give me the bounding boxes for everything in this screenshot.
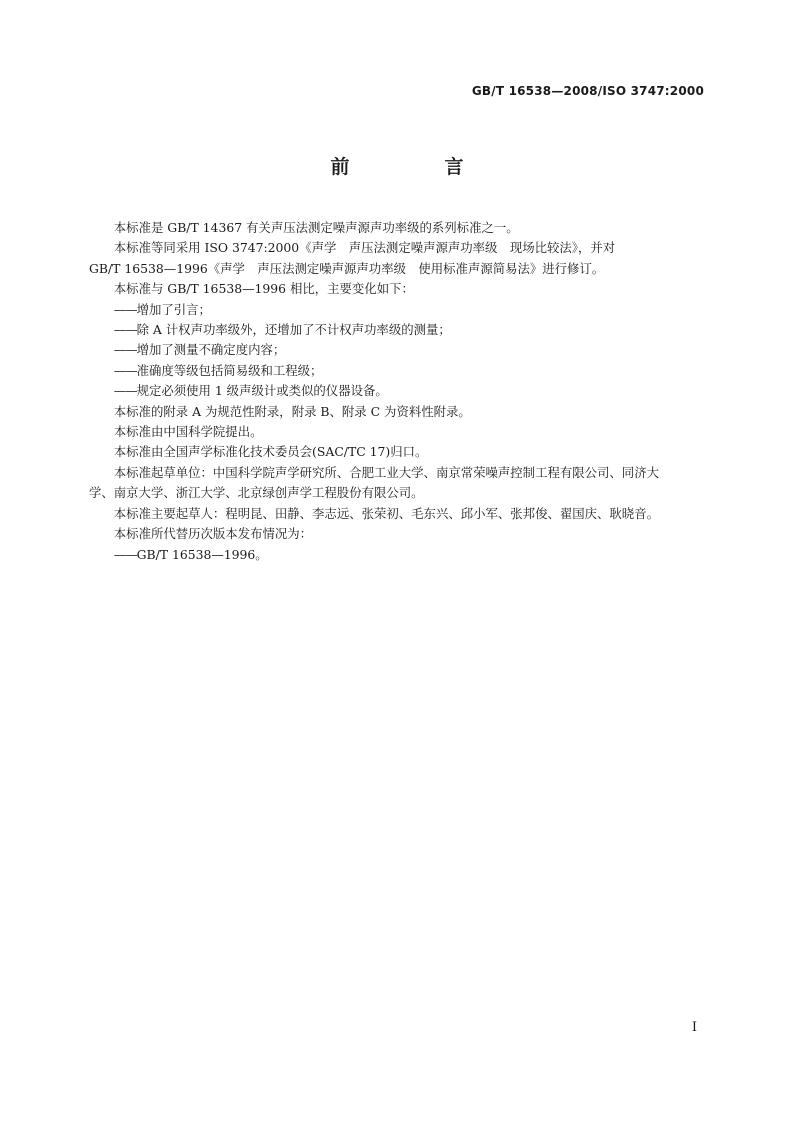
previous-version-text: GB/T 16538—1996。 [136,546,268,562]
change-text: 增加了测量不确定度内容； [136,342,286,358]
change-list-item [89,361,706,381]
paragraph-annexes: 本标准的附录 A 为规范性附录，附录 B、附录 C 为资料性附录。 [113,403,471,419]
list-dash: —— [113,322,137,338]
list-dash: —— [113,301,137,317]
page-number: I [691,1020,697,1035]
list-dash: —— [113,383,137,399]
paragraph-proposed-by: 本标准由中国科学院提出。 [113,424,263,440]
paragraph-adoption-line2: GB/T 16538—1996《声学 声压法测定噪声源声功率级 使用标准声源简易法》进行修订。 [89,260,605,276]
change-list-item [89,340,706,360]
paragraph-drafters: 本标准主要起草人：程明昆、田静、李志远、张荣初、毛东兴、邱小军、张邦俊、翟国庆、耿晓音。 [113,505,659,521]
foreword-body [89,218,706,565]
page-title: 前 言 [330,156,502,178]
change-text: 规定必须使用 1 级声级计或类似的仪器设备。 [136,383,388,399]
paragraph-adoption-line1: 本标准等同采用 ISO 3747:2000《声学 声压法测定噪声源声功率级 现场比较法》，并对 [113,240,616,256]
change-text: 增加了引言； [136,301,211,317]
list-dash: —— [113,342,137,358]
change-list-item [89,381,706,401]
change-list-item [89,300,706,320]
paragraph-previous-versions: 本标准所代替历次版本发布情况为： [113,526,313,542]
standard-code-header: GB/T 16538—2008/ISO 3747:2000 [471,84,704,98]
list-dash: —— [113,546,137,562]
paragraph-changes-intro: 本标准与 GB/T 16538—1996 相比，主要变化如下： [113,281,414,297]
paragraph-centralized-by: 本标准由全国声学标准化技术委员会(SAC/TC 17)归口。 [113,444,428,460]
list-dash: —— [113,362,137,378]
change-list-item [89,320,706,340]
paragraph-series: 本标准是 GB/T 14367 有关声压法测定噪声源声功率级的系列标准之一。 [113,220,519,235]
change-text: 除 A 计权声功率级外，还增加了不计权声功率级的测量； [136,322,451,338]
paragraph-drafting-units-line2: 学、南京大学、浙江大学、北京绿创声学工程股份有限公司。 [89,485,424,501]
paragraph-drafting-units-line1: 本标准起草单位：中国科学院声学研究所、合肥工业大学、南京常荣噪声控制工程有限公司、同济大 [113,464,659,480]
previous-version-item [89,545,706,565]
change-text: 准确度等级包括简易级和工程级； [136,362,323,378]
